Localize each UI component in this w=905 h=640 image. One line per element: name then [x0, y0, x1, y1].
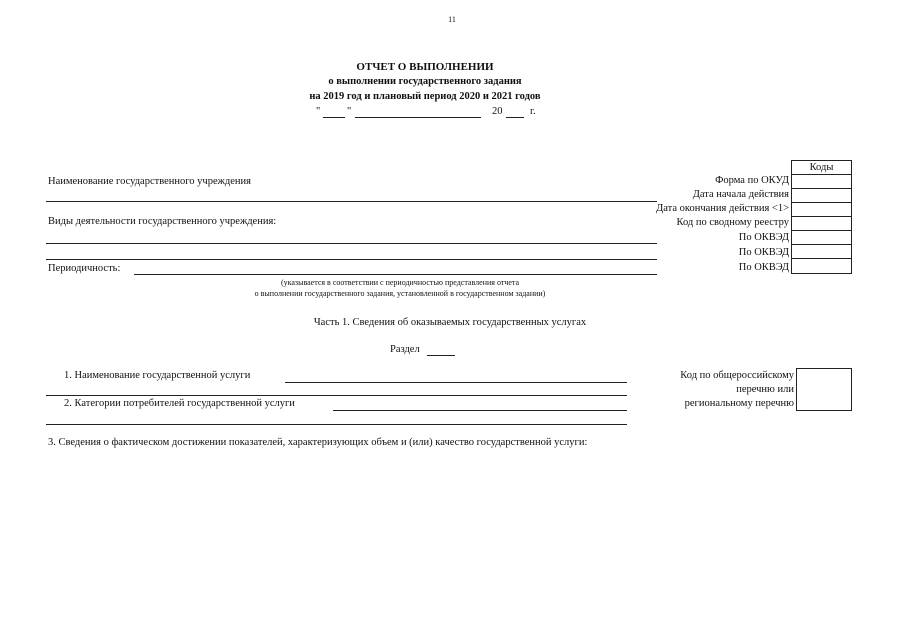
report-title: ОТЧЕТ О ВЫПОЛНЕНИИ — [356, 61, 494, 73]
consumer-categories-label: 2. Категории потребителей государственной услуги — [64, 398, 295, 409]
okved-label-3: По ОКВЭД — [738, 262, 789, 273]
service-name-line-1[interactable] — [285, 382, 627, 383]
date-year-blank[interactable] — [506, 117, 524, 118]
section-number-blank[interactable] — [427, 355, 455, 356]
okved-label-1: По ОКВЭД — [738, 232, 789, 243]
end-date-label: Дата окончания действия <1> — [656, 203, 789, 214]
periodicity-note-2: о выполнении государственного задания, установленной в государственном задании) — [254, 289, 546, 298]
page-number: 11 — [448, 15, 456, 24]
part1-title: Часть 1. Сведения об оказываемых государственных услугах — [313, 317, 587, 328]
date-month-blank[interactable] — [355, 117, 481, 118]
periodicity-note-1: (указывается в соответствии с периодичностью представления отчета — [280, 278, 520, 287]
start-date-label: Дата начала действия — [692, 189, 789, 200]
report-subtitle: о выполнении государственного задания — [328, 76, 522, 87]
service-name-label: 1. Наименование государственной услуги — [64, 370, 251, 381]
activities-line-1[interactable] — [46, 243, 657, 244]
institution-name-line[interactable] — [46, 201, 657, 202]
okved-cell-1[interactable] — [791, 230, 852, 245]
date-quote-open: " — [316, 106, 321, 117]
periodicity-label: Периодичность: — [48, 263, 121, 274]
service-code-label-3: региональному перечню — [684, 398, 794, 409]
consumer-categories-line-2[interactable] — [46, 424, 627, 425]
service-code-label-2: перечню или — [736, 384, 794, 395]
date-year-suffix: г. — [530, 106, 536, 117]
service-name-line-2[interactable] — [46, 395, 627, 396]
date-quote-close: " — [347, 106, 352, 117]
consumer-categories-line-1[interactable] — [333, 410, 627, 411]
date-year-prefix: 20 — [492, 106, 503, 117]
registry-code-label: Код по сводному реестру — [676, 217, 789, 228]
okved-cell-3[interactable] — [791, 258, 852, 274]
service-code-cell[interactable] — [796, 368, 852, 411]
institution-name-label: Наименование государственного учреждения — [48, 176, 251, 187]
section-label: Раздел — [390, 344, 420, 355]
end-date-cell[interactable] — [791, 202, 852, 217]
activities-label: Виды деятельности государственного учреждения: — [48, 216, 277, 227]
codes-header: Коды — [791, 160, 852, 175]
service-code-label-1: Код по общероссийскому — [680, 370, 794, 381]
report-period: на 2019 год и плановый период 2020 и 2021 годов — [309, 91, 541, 102]
activities-line-2[interactable] — [46, 259, 657, 260]
okud-code-cell[interactable] — [791, 174, 852, 189]
start-date-cell[interactable] — [791, 188, 852, 203]
date-day-blank[interactable] — [323, 117, 345, 118]
registry-code-cell[interactable] — [791, 216, 852, 231]
okved-label-2: По ОКВЭД — [738, 247, 789, 258]
periodicity-line[interactable] — [134, 274, 657, 275]
okved-cell-2[interactable] — [791, 244, 852, 259]
indicators-label: 3. Сведения о фактическом достижении показателей, характеризующих объем и (или) качество государственной услуги: — [48, 437, 588, 448]
okud-label: Форма по ОКУД — [715, 175, 789, 186]
